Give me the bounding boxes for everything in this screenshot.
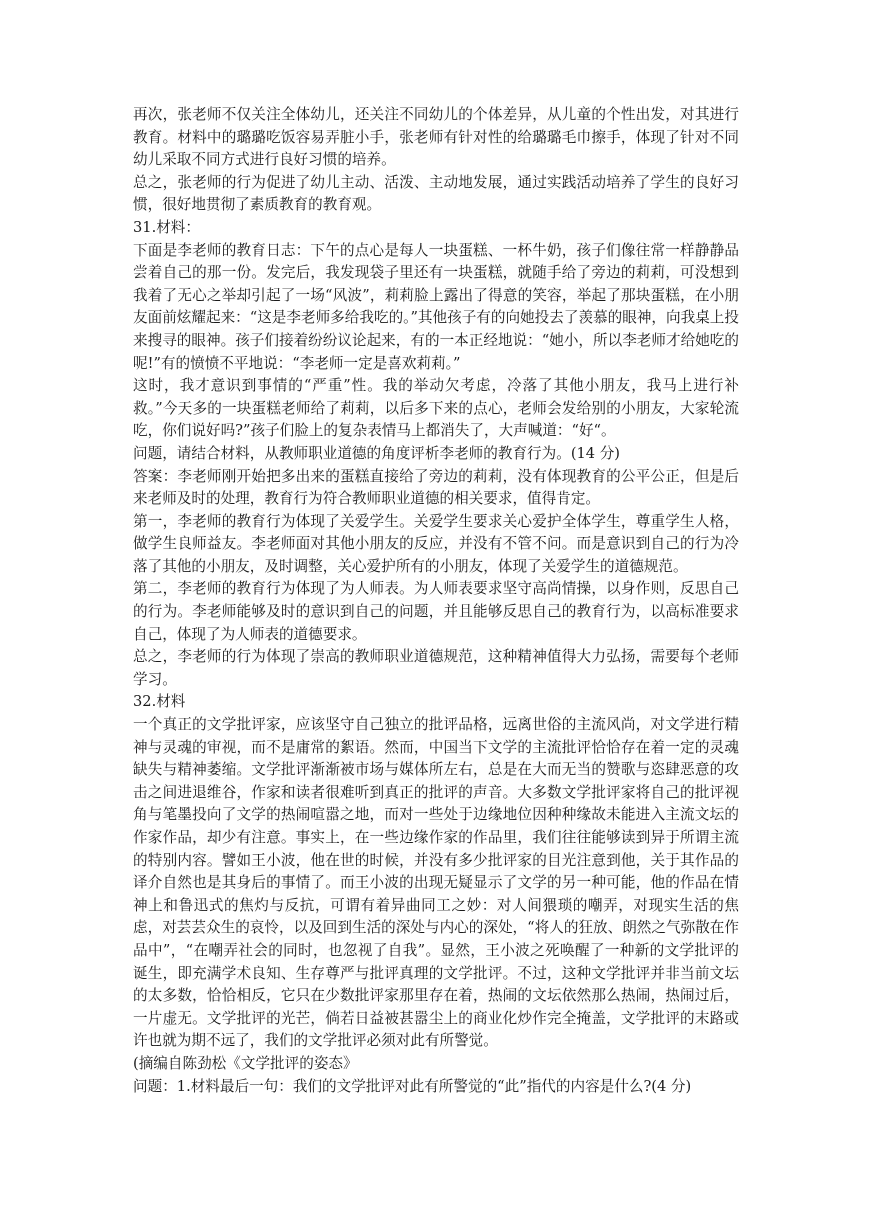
question-32-source: (摘编自陈劲松《文学批评的姿态》: [133, 1054, 358, 1072]
question-31-answer-point-1: 第一，李老师的教育行为体现了关爱学生。关爱学生要求关心爱护全体学生，尊重学生人格，做学生良师益友。李老师面对其他小朋友的反应，并没有不管不问。而是意识到自己的行为冷落了其他的小朋友，及时调整，关心爱护所有的小朋友，体现了关爱学生的道德规范。: [133, 512, 739, 575]
question-31-answer-summary: 总之，李老师的行为体现了崇高的教师职业道德规范，这种精神值得大力弘扬，需要每个老师学习。: [133, 648, 739, 688]
question-32-material: 一个真正的文学批评家，应该坚守自己独立的批评品格，远离世俗的主流风尚，对文学进行精神与灵魂的审视，而不是庸常的絮语。然而，中国当下文学的主流批评恰恰存在着一定的灵魂缺失与精神萎缩。文学批评渐渐被市场与媒体所左右，总是在大而无当的赞歌与恣肆恶意的攻击之间进退维谷，作家和读者很难听到真正的批评的声音。大多数文学批评家将自己的批评视角与笔墨投向了文学的热闹喧嚣之地，而对一些处于边缘地位因种种缘故未能进入主流文坛的作家作品，却少有注意。事实上，在一些边缘作家的作品里，我们往往能够读到异于所谓主流的特别内容。譬如王小波，他在世的时候，并没有多少批评家的目光注意到他，关于其作品的译介自然也是其身后的事情了。而王小波的出现无疑显示了文学的另一种可能，他的作品在情神上和鲁迅式的焦灼与反抗，可谓有着异曲同工之妙：对人间猥琐的嘲弄，对现实生活的焦虑，对芸芸众生的哀怜，以及回到生活的深处与内心的深处，“将人的狂放、朗然之气弥散在作品中”，“在嘲弄社会的同时，也忽视了自我”。显然，王小波之死唤醒了一种新的文学批评的诞生，即充满学术良知、生存尊严与批评真理的文学批评。不过，这种文学批评并非当前文坛的太多数，恰恰相反，它只在少数批评家那里存在着，热闹的文坛依然那么热闹，热闹过后，一片虚无。文学批评的光芒，倘若日益被甚嚣尘上的商业化炒作完全掩盖，文学批评的末路或许也就为期不远了，我们的文学批评必须对此有所警觉。: [133, 716, 739, 1050]
question-31-material-diary: 下面是李老师的教育日志：下午的点心是每人一块蛋糕、一杯牛奶，孩子们像往常一样静静品尝着自己的那一份。发完后，我发现袋子里还有一块蛋糕，就随手给了旁边的莉莉，可没想到我着了无心之举却引起了一场“风波”，莉莉脸上露出了得意的笑容，举起了那块蛋糕，在小朋友面前炫耀起来：“这是李老师多给我吃的。”其他孩子有的向她投去了羡慕的眼神，向我桌上投来搜寻的眼神。孩子们接着纷纷议论起来，有的一本正经地说：“她小，所以李老师才给她吃的呢!”有的愤愤不平地说：“李老师一定是喜欢莉莉。”: [133, 241, 739, 372]
question-32-heading: 32.材料: [133, 693, 186, 711]
question-31-answer-point-2: 第二，李老师的教育行为体现了为人师表。为人师表要求坚守高尚情操，以身作则，反思自己的行为。李老师能够及时的意识到自己的问题，并且能够反思自己的教育行为，以高标准要求自己，体现了为人师表的道德要求。: [133, 580, 739, 643]
question-31-answer-intro: 答案：李老师刚开始把多出来的蛋糕直接给了旁边的莉莉，没有体现教育的公平公正，但是后来老师及时的处理，教育行为符合教师职业道德的相关要求，值得肯定。: [133, 467, 739, 508]
paragraph-zhang-individual-differences: 再次，张老师不仅关注全体幼儿，还关注不同幼儿的个体差异，从儿童的个性出发，对其进行教育。材料中的璐璐吃饭容易弄脏小手，张老师有针对性的给璐璐毛巾擦手，体现了针对不同幼儿采取不同方式进行良好习惯的培养。: [133, 106, 739, 169]
question-31-heading: 31.材料：: [133, 218, 200, 236]
document-page: [133, 104, 739, 1098]
question-31-material-continued: 这时，我才意识到事情的“严重”性。我的举动欠考虑，冷落了其他小朋友，我马上进行补救。”今天多的一块蛋糕老师给了莉莉，以后多下来的点心，老师会发给别的小朋友，大家轮流吃，你们说好吗?”孩子们脸上的复杂表情马上都消失了，大声喊道：“好“。: [133, 377, 739, 440]
paragraph-zhang-summary: 总之，张老师的行为促进了幼儿主动、活泼、主动地发展，通过实践活动培养了学生的良好习惯，很好地贯彻了素质教育的教育观。: [133, 173, 739, 214]
question-31-prompt: 问题，请结合材料，从教师职业道德的角度评析李老师的教育行为。(14 分): [133, 444, 621, 462]
question-32-prompt-1: 问题：1.材料最后一句：我们的文学批评对此有所警觉的“此”指代的内容是什么?(4 分): [133, 1077, 692, 1095]
